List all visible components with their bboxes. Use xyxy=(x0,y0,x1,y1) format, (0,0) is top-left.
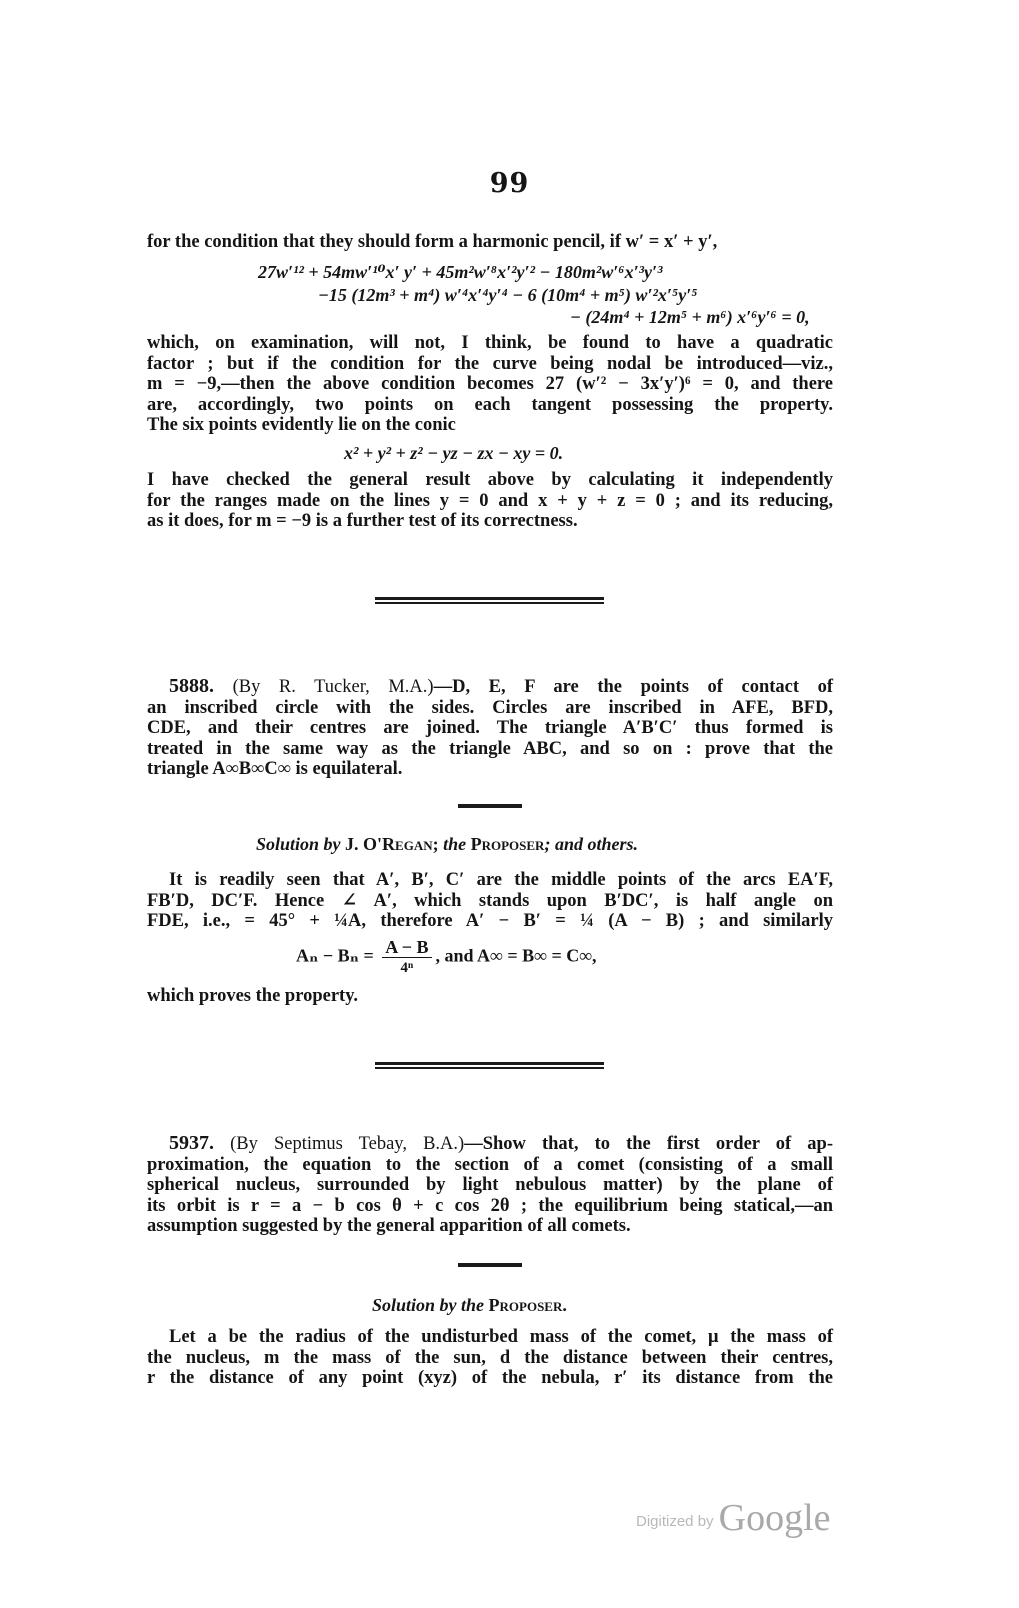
problem-author: (By R. Tucker, M.A.) xyxy=(232,677,434,697)
problem-number: 5937. xyxy=(169,1132,214,1154)
google-logo: Google xyxy=(718,1497,831,1539)
solution-5937-text: Let a be the radius of the undisturbed mass of the comet, μ the mass of the nucleus, m the mass of the sun, d the distance between their centres, r the distance of any point (xyz) of the nebula, r′ its distance from the xyxy=(147,1327,833,1388)
harmonic-equation-line-3: − (24m⁴ + 12m⁵ + m⁶) x′⁶y′⁶ = 0, xyxy=(570,307,810,327)
problem-5888: 5888. (By R. Tucker, M.A.)—D, E, F are the points of contact of an inscribed circle with the sides. Circles are inscribed in AFE, BFD, CDE, and their centres are joined. The triangle A′B′C′ thus formed is treated in the same way as the triangle ABC, and so on : prove that the triangle A∞B∞C∞ is equilateral. xyxy=(147,675,834,779)
solution-divider xyxy=(458,1263,522,1267)
page-number: 99 xyxy=(489,168,530,199)
conic-equation: x² + y² + z² − yz − zx − xy = 0. xyxy=(344,443,564,463)
problem-number: 5888. xyxy=(169,675,214,697)
intro-line: for the condition that they should form a harmonic pencil, if w′ = x′ + y′, xyxy=(147,232,718,252)
section-divider xyxy=(375,597,604,604)
solution-5888-closing: which proves the property. xyxy=(147,986,359,1006)
section-divider xyxy=(375,1062,604,1069)
harmonic-equation-line-2: −15 (12m³ + m⁴) w′⁴x′⁴y′⁴ − 6 (10m⁴ + m⁵) w′²x′⁵y′⁵ xyxy=(318,285,698,305)
problem-author: (By Septimus Tebay, B.A.) xyxy=(230,1134,465,1154)
problem-5937: 5937. (By Septimus Tebay, B.A.)—Show that, to the first order of ap- proximation, the equation to the section of a comet (consisting of a small spherical nucleus, surrounded by light nebulous matter) by the plane of its orbit is r = a − b cos θ + c cos 2θ ; the equilibrium being statical,—an assumption suggested by the general apparition of all comets. xyxy=(147,1132,833,1236)
limit-equation: Aₙ − Bₙ = $\frac{A - B}{\text{4ⁿ}}$ , and A∞ = B∞ = C∞, xyxy=(296,937,597,976)
digitized-label: Digitized by xyxy=(636,1513,714,1530)
solution-heading-5888: Solution by J. O'Regan; the Proposer; and others. xyxy=(256,834,638,854)
paragraph-quadratic-factor: which, on examination, will not, I think, be found to have a quadratic factor ; but if the condition for the curve being nodal be introduced—viz., m = −9,—then the above condition becomes 27 (w′² − 3x′y′)⁶ = 0, and there are, accordingly, two points on each tangent possessing the property. The six points evidently lie on the conic xyxy=(147,333,833,435)
fraction: $\frac{A - B}{\text{4ⁿ}}$ xyxy=(382,937,431,978)
solution-heading-5937: Solution by the Proposer. xyxy=(372,1295,567,1315)
solution-5888-text: It is readily seen that A′, B′, C′ are the middle points of the arcs EA′F, FB′D, DC′F. Hence ∠ A′, which stands upon B′DC′, is half angle on FDE, i.e., = 45° + ¼A, therefore A′ − B′ = ¼ (A − B) ; and similarly xyxy=(147,870,833,931)
paragraph-checked-result: I have checked the general result above by calculating it independently for the ranges made on the lines y = 0 and x + y + z = 0 ; and its reducing, as it does, for m = −9 is a further test of its correctness. xyxy=(147,470,833,531)
harmonic-equation-line-1: 27w′¹² + 54mw′¹⁰x′ y′ + 45m²w′⁸x′²y′² − 180m²w′⁶x′³y′³ xyxy=(258,262,663,282)
digitized-by-google-watermark xyxy=(636,1496,831,1540)
solution-divider xyxy=(458,804,522,808)
